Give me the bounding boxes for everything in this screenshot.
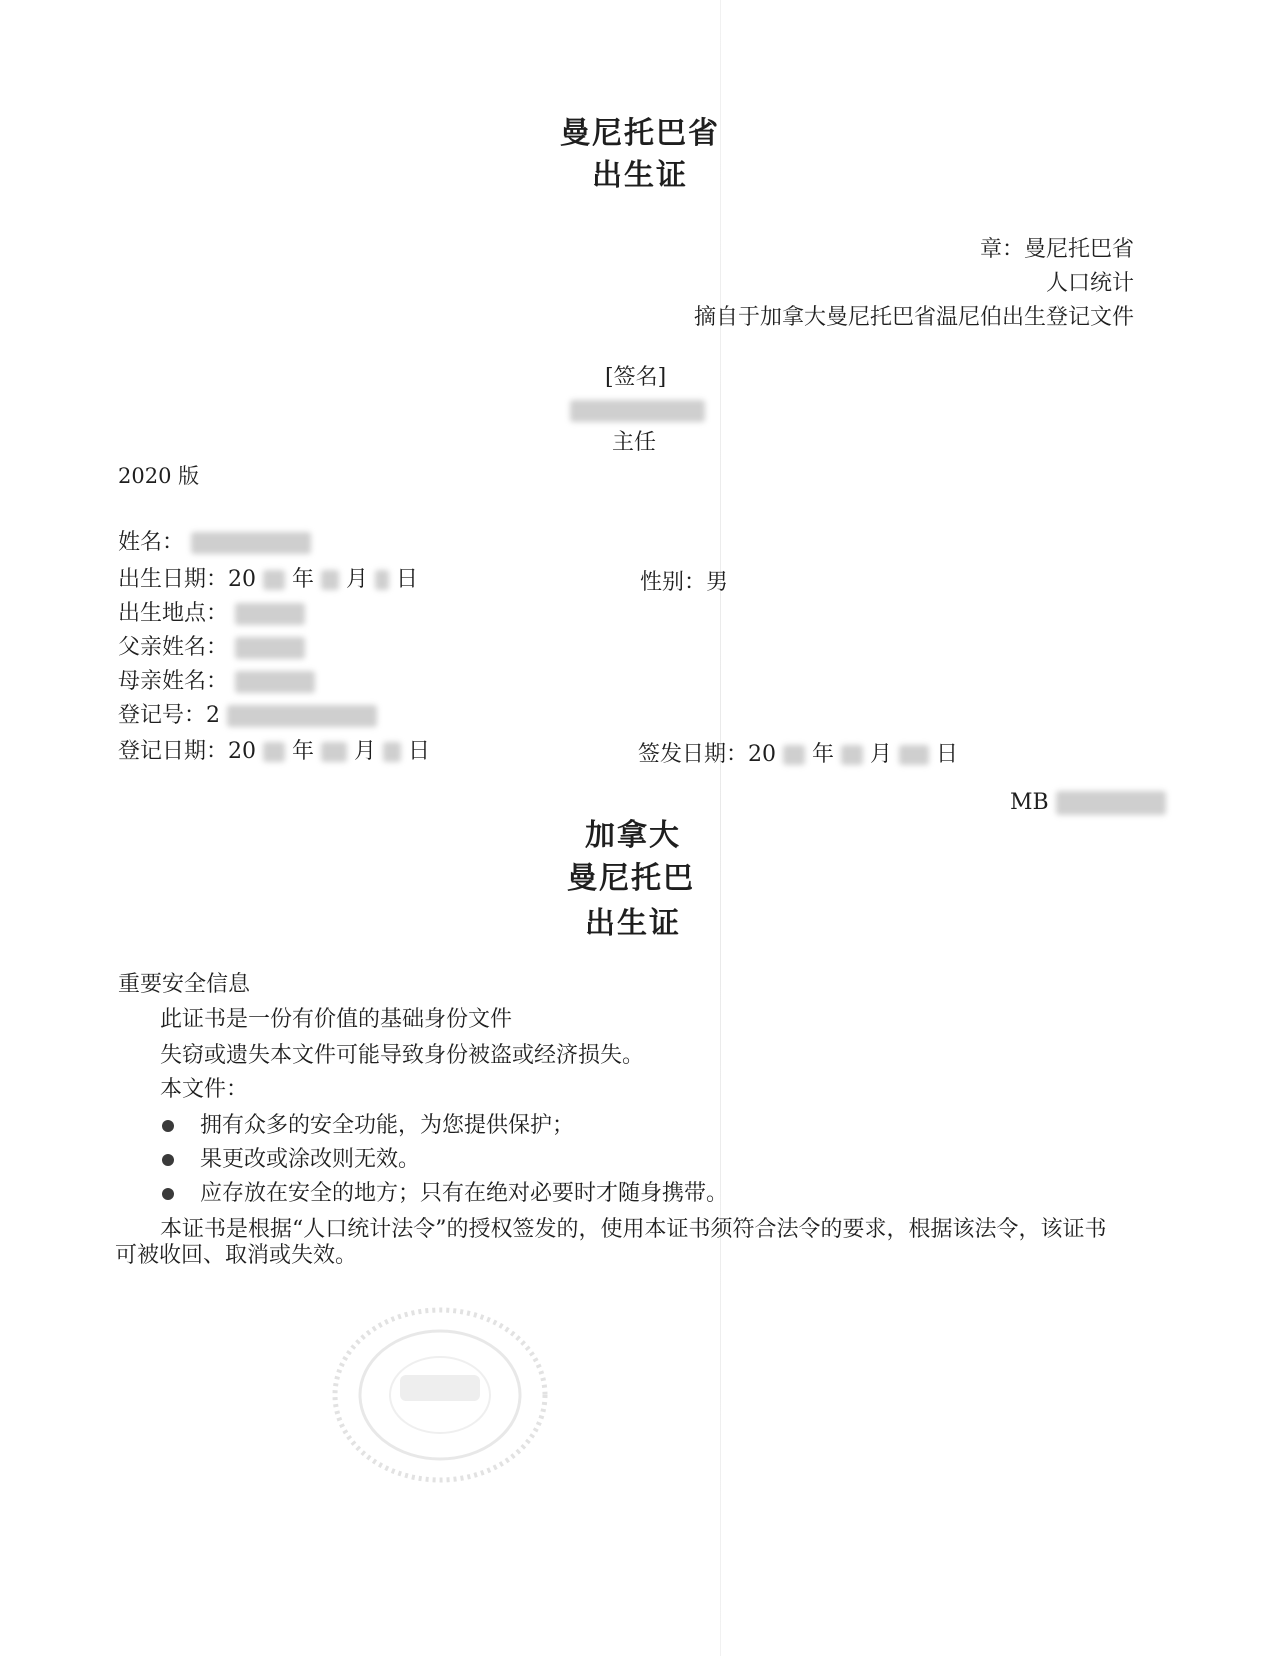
redacted-dob-month bbox=[321, 570, 339, 590]
redacted-name bbox=[191, 532, 311, 554]
security-bullet-3 bbox=[162, 1176, 728, 1207]
security-closing-1: 本证书是根据“人口统计法令”的授权签发的，使用本证书须符合法令的要求，根据该法令，该证书 bbox=[160, 1217, 1107, 1242]
header-province: 曼尼托巴省 bbox=[560, 116, 720, 151]
serial-number bbox=[1010, 790, 1166, 815]
security-p2: 失窃或遗失本文件可能导致身份被盗或经济损失。 bbox=[160, 1043, 645, 1068]
regdate-month-unit: 月 bbox=[354, 739, 377, 764]
field-mother-label: 母亲姓名： bbox=[118, 669, 229, 694]
redacted-dob-year bbox=[263, 570, 285, 590]
field-name bbox=[118, 525, 311, 556]
signature-title: 主任 bbox=[612, 430, 657, 455]
redacted-father bbox=[235, 637, 305, 659]
redacted-issuedate-year bbox=[783, 745, 805, 765]
redacted-regdate-year bbox=[263, 742, 285, 762]
dob-month-unit: 月 bbox=[346, 567, 369, 592]
issuedate-month-unit: 月 bbox=[870, 742, 893, 767]
field-sex bbox=[640, 565, 728, 596]
redacted-regdate-month bbox=[321, 742, 347, 762]
redacted-issuedate-day bbox=[899, 745, 929, 765]
issuedate-day-unit: 日 bbox=[936, 742, 959, 767]
embossed-seal-icon bbox=[330, 1305, 570, 1485]
footer-title-cert: 出生证 bbox=[585, 906, 681, 941]
field-name-label: 姓名： bbox=[118, 530, 185, 555]
serial-prefix: MB bbox=[1010, 790, 1049, 815]
field-dob-label: 出生日期： bbox=[118, 567, 229, 592]
redacted-dob-day bbox=[375, 570, 389, 590]
fold-line bbox=[720, 0, 721, 1656]
stamp-line-1: 章：曼尼托巴省 bbox=[979, 237, 1134, 262]
field-pob bbox=[118, 596, 305, 627]
footer-title-province: 曼尼托巴 bbox=[567, 861, 695, 896]
header-cert-title: 出生证 bbox=[592, 158, 688, 193]
redacted-issuedate-month bbox=[841, 745, 863, 765]
field-mother bbox=[118, 664, 315, 695]
field-sex-value: 男 bbox=[706, 570, 729, 595]
redacted-serial bbox=[1056, 791, 1166, 815]
security-p1: 此证书是一份有价值的基础身份文件 bbox=[160, 1007, 513, 1032]
redacted-pob bbox=[235, 603, 305, 625]
security-bullet-1 bbox=[162, 1108, 574, 1139]
security-closing-2: 可被收回、取消或失效。 bbox=[115, 1243, 358, 1268]
footer-title-country: 加拿大 bbox=[585, 818, 681, 853]
redacted-director-name bbox=[570, 400, 705, 422]
bullet-icon bbox=[162, 1154, 174, 1166]
security-bullet-1-text: 拥有众多的安全功能，为您提供保护； bbox=[200, 1113, 575, 1138]
regdate-prefix: 20 bbox=[228, 739, 257, 764]
field-dob bbox=[118, 562, 418, 593]
redacted-mother bbox=[235, 671, 315, 693]
security-bullet-3-text: 应存放在安全的地方；只有在绝对必要时才随身携带。 bbox=[200, 1181, 729, 1206]
issuedate-prefix: 20 bbox=[748, 742, 777, 767]
field-father-label: 父亲姓名： bbox=[118, 635, 229, 660]
redacted-regno bbox=[227, 705, 377, 727]
security-heading: 重要安全信息 bbox=[118, 972, 251, 997]
field-father bbox=[118, 630, 305, 661]
dob-day-unit: 日 bbox=[396, 567, 419, 592]
field-sex-label: 性别： bbox=[640, 570, 707, 595]
field-pob-label: 出生地点： bbox=[118, 601, 229, 626]
bullet-icon bbox=[162, 1120, 174, 1132]
field-regdate-label: 登记日期： bbox=[118, 739, 229, 764]
dob-year-unit: 年 bbox=[292, 567, 315, 592]
regdate-year-unit: 年 bbox=[292, 739, 315, 764]
bullet-icon bbox=[162, 1188, 174, 1200]
security-bullet-2-text: 果更改或涂改则无效。 bbox=[200, 1147, 421, 1172]
security-bullet-2 bbox=[162, 1142, 420, 1173]
field-issuedate bbox=[638, 737, 958, 768]
field-issuedate-label: 签发日期： bbox=[638, 742, 749, 767]
edition-label: 2020 版 bbox=[118, 464, 200, 488]
field-regno bbox=[118, 698, 377, 729]
signature-placeholder: [签名] bbox=[605, 365, 667, 390]
regno-prefix: 2 bbox=[206, 703, 221, 728]
stamp-line-3: 摘自于加拿大曼尼托巴省温尼伯出生登记文件 bbox=[693, 305, 1134, 330]
field-regno-label: 登记号： bbox=[118, 703, 207, 728]
regdate-day-unit: 日 bbox=[408, 739, 431, 764]
field-regdate bbox=[118, 734, 430, 765]
security-p3: 本文件： bbox=[160, 1077, 249, 1102]
stamp-line-2: 人口统计 bbox=[1045, 271, 1134, 296]
dob-prefix: 20 bbox=[228, 567, 257, 592]
issuedate-year-unit: 年 bbox=[812, 742, 835, 767]
redacted-regdate-day bbox=[383, 742, 401, 762]
